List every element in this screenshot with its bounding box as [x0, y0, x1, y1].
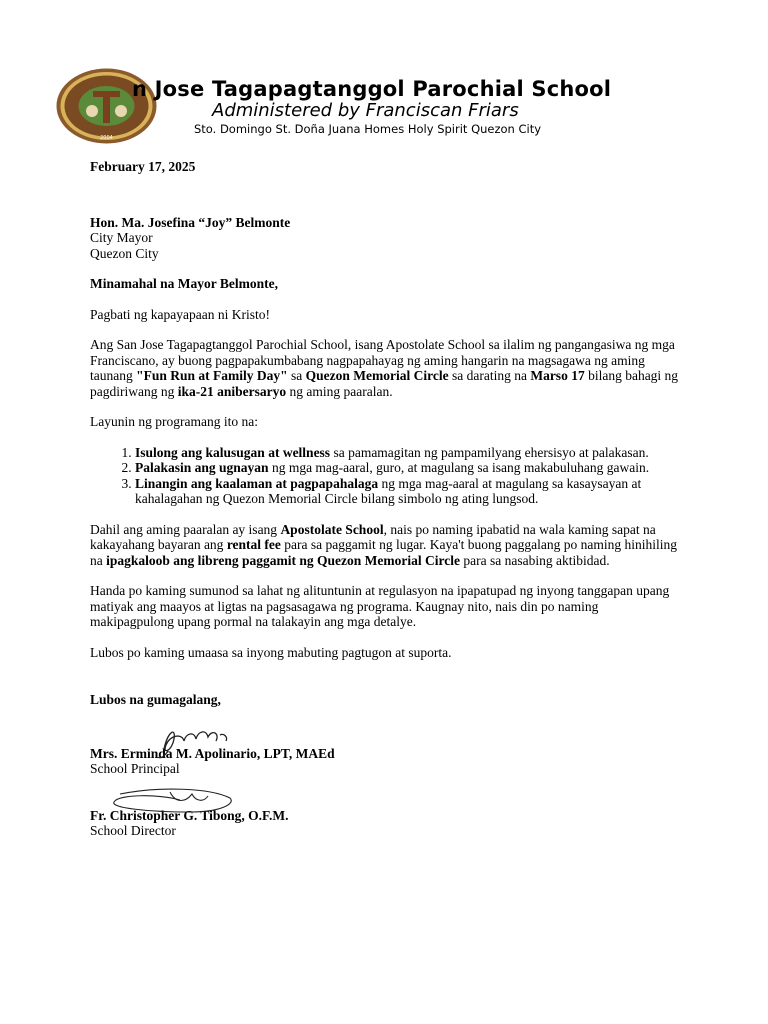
- objectives-list: [90, 445, 680, 507]
- event-name: "Fun Run at Family Day": [136, 368, 288, 383]
- objective-title: Isulong ang kalusugan at wellness: [135, 444, 331, 460]
- greeting: Pagbati ng kapayapaan ni Kristo!: [90, 306, 270, 322]
- logo-year-text: 2004: [100, 135, 113, 141]
- signature-block-principal: [90, 746, 680, 777]
- paragraph-compliance: Handa po kaming sumunod sa lahat ng alituntunin at regulasyon na ipapatupad ng inyong tanggapan upang matiyak ang maayos at ligtas na pagsasagawa ng programa. Kaugnay nito, nais din po naming makipagpulong upang pormal na talakayin ang mga detalye.: [90, 583, 670, 629]
- objective-text: ng mga mag-aaral at magulang sa kasaysayan at kahalagahan ng Quezon Memorial Circle bilang simbolo ng ating lungsod.: [135, 475, 642, 506]
- objectives-intro: Layunin ng programang ito na:: [90, 414, 258, 429]
- objective-text: sa pamamagitan ng pampamilyang ehersisyo at palakasan.: [330, 444, 649, 460]
- signature-principal: [154, 721, 236, 761]
- intro-text-3: sa darating na: [448, 368, 531, 383]
- request-text-1: Dahil ang aming paaralan ay isang: [90, 521, 281, 537]
- salutation: Minamahal na Mayor Belmonte,: [90, 276, 278, 291]
- closing: Lubos na gumagalang,: [90, 692, 221, 707]
- school-address: Sto. Domingo St. Doña Juana Homes Holy Spirit Quezon City: [194, 122, 542, 136]
- request-text-3: para sa paggamit ng lugar. Kaya't buong paggalang po naming hinihiling na: [90, 537, 678, 568]
- objective-text: ng mga mag-aaral, guro, at magulang sa isang makabuluhang gawain.: [268, 460, 650, 475]
- signature-block-director: [90, 808, 680, 839]
- intro-text-2: sa: [287, 368, 306, 383]
- objective-title: Linangin ang kaalaman at pagpapahalaga: [135, 475, 379, 491]
- venue-name: Quezon Memorial Circle: [305, 368, 449, 383]
- list-item: [135, 445, 680, 461]
- signatory-name: Fr. Christopher G. Tibong, O.F.M.: [90, 807, 289, 823]
- administered-by: Administered by Franciscan Friars: [212, 100, 519, 121]
- request-highlight: ipagkaloob ang libreng paggamit ng Quezon Memorial Circle: [106, 552, 461, 568]
- signature-director: [100, 784, 240, 820]
- signatory-role: School Principal: [90, 761, 180, 776]
- recipient-name: Hon. Ma. Josefina “Joy” Belmonte: [90, 214, 291, 230]
- paragraph-hope: Lubos po kaming umaasa sa inyong mabuting pagtugon at suporta.: [90, 644, 452, 660]
- apostolate-school: Apostolate School: [280, 521, 384, 537]
- objective-title: Palakasin ang ugnayan: [135, 460, 269, 475]
- event-date: Marso 17: [530, 368, 585, 383]
- list-item: [135, 476, 680, 507]
- request-text-2: , nais po naming ipabatid na wala kaming sapat na kakayahang bayaran ang: [90, 521, 656, 552]
- intro-text-5: ng aming paaralan.: [286, 383, 393, 399]
- intro-text-1: Ang San Jose Tagapagtanggol Parochial School, isang Apostolate School sa ilalim ng pangangasiwa ng mga Franciscano, ay buong pagpapakumbabang nagpapahayag ng aming hangarin na magsagawa ng aming taunang: [90, 337, 675, 383]
- school-name: n Jose Tagapagtanggol Parochial School: [132, 77, 612, 101]
- letter-date: February 17, 2025: [90, 159, 196, 174]
- anniversary: ika-21 anibersaryo: [177, 383, 287, 399]
- request-text-4: para sa nasabing aktibidad.: [460, 552, 610, 568]
- signatory-role: School Director: [90, 823, 176, 838]
- paragraph-intro: [90, 337, 680, 399]
- intro-text-4: bilang bahagi ng pagdiriwang ng: [90, 368, 679, 399]
- list-item: [135, 460, 680, 476]
- letterhead: [0, 0, 768, 150]
- letter-body: [90, 159, 680, 839]
- recipient-title: City Mayor: [90, 230, 153, 245]
- paragraph-request: [90, 522, 680, 569]
- recipient-city: Quezon City: [90, 245, 159, 261]
- rental-fee: rental fee: [226, 537, 281, 552]
- signatory-name: Mrs. Erminda M. Apolinario, LPT, MAEd: [90, 745, 335, 761]
